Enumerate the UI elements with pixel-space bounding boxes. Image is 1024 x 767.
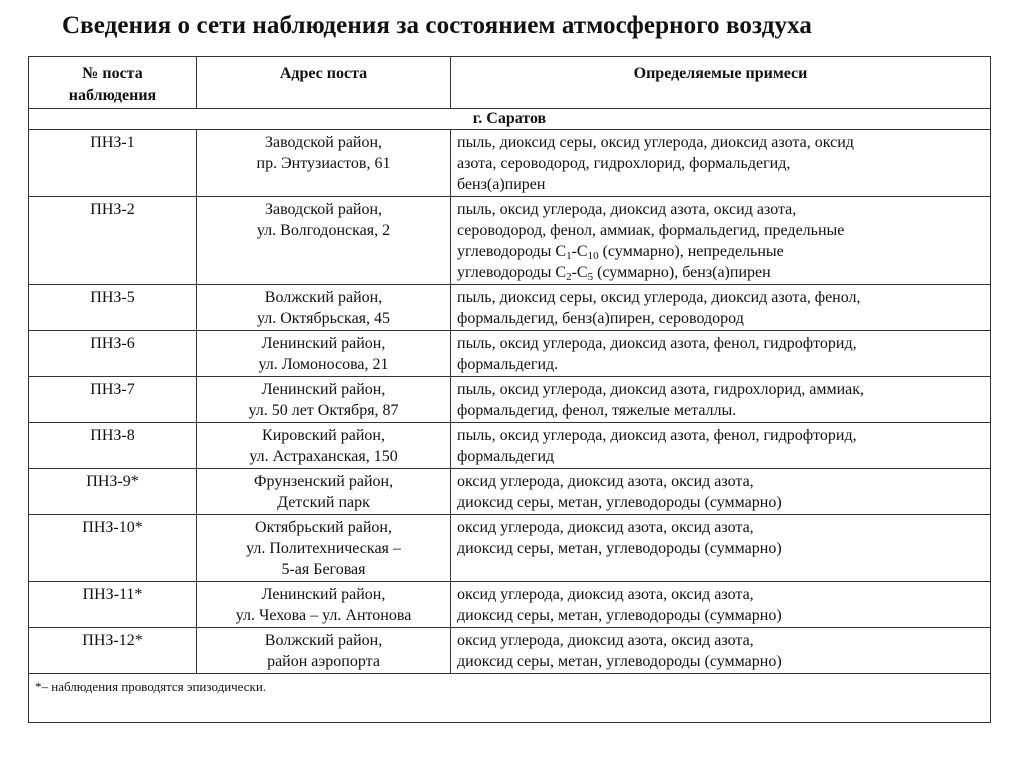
substances-line: пыль, оксид углерода, диоксид азота, гидрохлорид, аммиак, [457,381,865,398]
table-header-row [29,57,991,109]
hc-text: (суммарно), бенз(а)пирен [593,264,771,281]
post-substances [451,285,991,331]
post-number: ПНЗ-8 [29,423,197,469]
substances-line: формальдегид, бенз(а)пирен, сероводород [457,310,744,327]
city-name: г. Саратов [29,109,991,130]
post-address [197,285,451,331]
hc-subscript: 5 [587,271,594,283]
table-row [29,331,991,377]
header-substances: Определяемые примеси [451,57,991,109]
substances-line: пыль, оксид углерода, диоксид азота, фенол, гидрофторид, [457,427,857,444]
observation-network-table [28,56,991,723]
post-number: ПНЗ-9* [29,469,197,515]
footnote-row [29,674,991,723]
substances-line: азота, сероводород, гидрохлорид, формальдегид, [457,155,791,172]
hc-text: -C [571,264,588,281]
substances-line: формальдегид, фенол, тяжелые металлы. [457,402,737,419]
substances-line: оксид углерода, диоксид азота, оксид азота, [457,586,754,603]
address-line: ул. Политехническая – [246,540,401,557]
address-line: Волжский район, [264,632,383,649]
header-post-line1: № поста [82,65,143,82]
post-number: ПНЗ-7 [29,377,197,423]
substances-line: диоксид серы, метан, углеводороды (суммарно) [457,653,782,670]
substances-line: оксид углерода, диоксид азота, оксид азота, [457,473,754,490]
substances-line: пыль, оксид углерода, диоксид азота, оксид азота, [457,201,797,218]
table-row [29,423,991,469]
table-row [29,515,991,582]
address-line: Ленинский район, [261,335,386,352]
post-address [197,377,451,423]
substances-line: диоксид серы, метан, углеводороды (суммарно) [457,540,782,557]
post-number: ПНЗ-2 [29,197,197,285]
page-title: Сведения о сети наблюдения за состоянием атмосферного воздуха [62,12,812,39]
address-line: Заводской район, [264,201,383,218]
address-line: Ленинский район, [261,586,386,603]
substances-line-saturated-hc [457,241,984,262]
table-row [29,469,991,515]
header-post-number [29,57,197,109]
substances-line: пыль, диоксид серы, оксид углерода, диоксид азота, оксид [457,134,854,151]
substances-line: оксид углерода, диоксид азота, оксид азота, [457,519,754,536]
address-line: ул. Чехова – ул. Антонова [235,607,412,624]
post-substances [451,197,991,285]
substances-line: сероводород, фенол, аммиак, формальдегид, предельные [457,222,845,239]
address-line: Октябрьский район, [255,519,392,536]
substances-line: пыль, диоксид серы, оксид углерода, диоксид азота, фенол, [457,289,861,306]
address-line: пр. Энтузиастов, 61 [256,155,391,172]
address-line: Кировский район, [262,427,385,444]
table-row [29,377,991,423]
address-line: ул. 50 лет Октября, 87 [248,402,399,419]
substances-line: диоксид серы, метан, углеводороды (суммарно) [457,494,782,511]
header-address: Адрес поста [197,57,451,109]
post-number: ПНЗ-11* [29,582,197,628]
post-substances [451,515,991,582]
post-number: ПНЗ-5 [29,285,197,331]
post-number: ПНЗ-12* [29,628,197,674]
post-number: ПНЗ-1 [29,130,197,197]
post-substances [451,377,991,423]
address-line: Заводской район, [264,134,383,151]
post-address [197,582,451,628]
post-substances [451,423,991,469]
address-line: ул. Волгодонская, 2 [256,222,391,239]
hc-text: углеводороды C [457,264,567,281]
address-line: 5-ая Беговая [281,561,366,578]
table-row [29,628,991,674]
substances-line: пыль, оксид углерода, диоксид азота, фенол, гидрофторид, [457,335,857,352]
post-address [197,423,451,469]
address-line: Волжский район, [264,289,383,306]
post-substances [451,469,991,515]
post-substances [451,582,991,628]
footnote: *– наблюдения проводятся эпизодически. [29,674,991,723]
substances-line: оксид углерода, диоксид азота, оксид азота, [457,632,754,649]
header-post-line2: наблюдения [68,87,157,104]
hc-subscript: 10 [587,250,599,262]
post-address [197,628,451,674]
substances-line: формальдегид. [457,356,559,373]
address-line: Детский парк [277,494,370,511]
substances-line-unsaturated-hc [457,262,984,283]
post-number: ПНЗ-10* [29,515,197,582]
post-address [197,331,451,377]
post-address [197,469,451,515]
post-address [197,515,451,582]
substances-line: бенз(а)пирен [457,176,546,193]
table-row [29,582,991,628]
post-substances [451,628,991,674]
post-substances [451,130,991,197]
hc-text: -C [571,243,588,260]
hc-text: углеводороды C [457,243,567,260]
city-row [29,109,991,130]
post-address [197,130,451,197]
substances-line: формальдегид [457,448,555,465]
post-substances [451,331,991,377]
address-line: район аэропорта [267,653,380,670]
address-line: ул. Октябрьская, 45 [256,310,391,327]
table-row [29,130,991,197]
address-line: ул. Астраханская, 150 [249,448,398,465]
hc-subscript: 2 [566,271,572,283]
hc-text: (суммарно), непредельные [598,243,784,260]
post-number: ПНЗ-6 [29,331,197,377]
address-line: Ленинский район, [261,381,386,398]
hc-subscript: 1 [566,250,572,262]
address-line: Фрунзенский район, [253,473,394,490]
table-row [29,197,991,285]
address-line: ул. Ломоносова, 21 [258,356,389,373]
table-row [29,285,991,331]
post-address [197,197,451,285]
substances-line: диоксид серы, метан, углеводороды (суммарно) [457,607,782,624]
